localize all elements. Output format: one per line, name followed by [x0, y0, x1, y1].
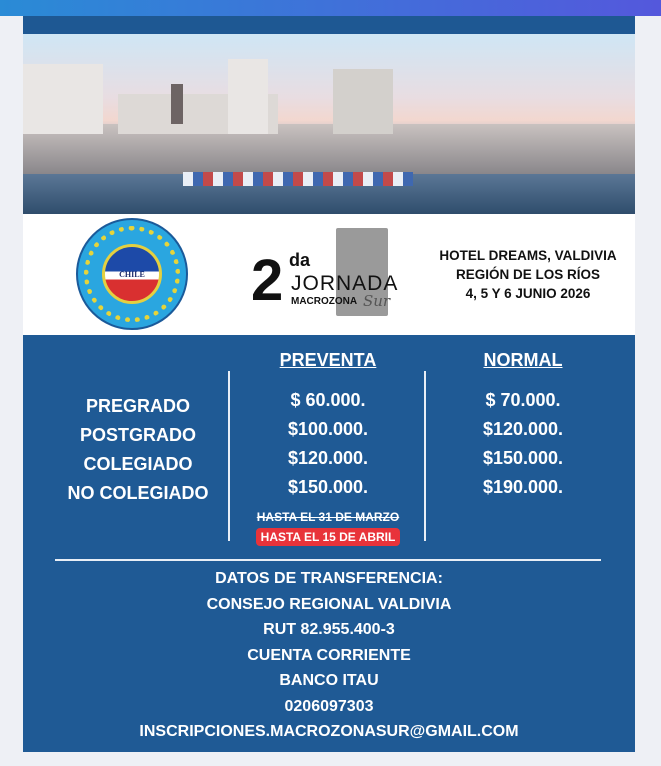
- event-flyer: [23, 16, 635, 752]
- category-list: [43, 392, 233, 508]
- new-deadline-badge: HASTA EL 15 DE ABRIL: [256, 528, 401, 546]
- dentists-college-seal-logo: [76, 218, 188, 330]
- category: COLEGIADO: [83, 454, 193, 474]
- category: POSTGRADO: [79, 425, 196, 445]
- building: [228, 59, 268, 134]
- venue-hotel: HOTEL DREAMS, VALDIVIA: [439, 248, 617, 263]
- price: $120.000.: [482, 419, 564, 439]
- price: $ 60.000.: [290, 390, 366, 410]
- price: $100.000.: [287, 419, 369, 439]
- old-deadline: HASTA EL 31 DE MARZO: [256, 510, 400, 524]
- price: $ 70.000.: [485, 390, 561, 410]
- seal-center-text: CHILE: [119, 269, 145, 279]
- valdivia-city-photo: [23, 34, 635, 214]
- preventa-prices: [258, 386, 398, 502]
- divider: [424, 371, 426, 541]
- logo-number: 2: [251, 248, 284, 313]
- transfer-details: [23, 566, 635, 745]
- price: $190.000.: [482, 477, 564, 497]
- price: $120.000.: [287, 448, 369, 468]
- church-tower: [171, 84, 183, 124]
- venue-info: [428, 246, 628, 303]
- section-divider: [55, 559, 601, 561]
- seal-shield: [102, 244, 162, 304]
- logo-subtitle: MACROZONA: [291, 296, 358, 307]
- preventa-header: PREVENTA: [279, 350, 377, 370]
- account-number: 0206097303: [284, 697, 374, 715]
- rut: RUT 82.955.400-3: [263, 621, 395, 638]
- building: [333, 69, 393, 134]
- account-holder: CONSEJO REGIONAL VALDIVIA: [206, 595, 452, 613]
- logo-suffix: da: [289, 250, 311, 270]
- transfer-heading: DATOS DE TRANSFERENCIA:: [215, 570, 443, 587]
- price: $150.000.: [287, 477, 369, 497]
- building: [23, 64, 103, 134]
- contact-email: INSCRIPCIONES.MACROZONASUR@GMAIL.COM: [139, 723, 519, 740]
- top-bar: [0, 0, 661, 16]
- logo-title: JORNADA: [291, 272, 399, 295]
- account-type: CUENTA CORRIENTE: [247, 646, 411, 664]
- market-roofs: [183, 172, 413, 186]
- bank-name: BANCO ITAU: [279, 672, 379, 689]
- logo-script: Sur: [363, 292, 391, 310]
- venue-region: REGIÓN DE LOS RÍOS: [455, 267, 601, 282]
- category: NO COLEGIADO: [67, 483, 209, 503]
- logos-section: [23, 214, 635, 335]
- normal-header: NORMAL: [483, 350, 563, 370]
- flyer-top-band: [23, 16, 635, 34]
- normal-prices: [458, 386, 588, 502]
- category: PREGRADO: [85, 396, 190, 416]
- price: $150.000.: [482, 448, 564, 468]
- jornada-macrozona-sur-logo: [251, 224, 411, 324]
- venue-dates: 4, 5 Y 6 JUNIO 2026: [465, 286, 591, 301]
